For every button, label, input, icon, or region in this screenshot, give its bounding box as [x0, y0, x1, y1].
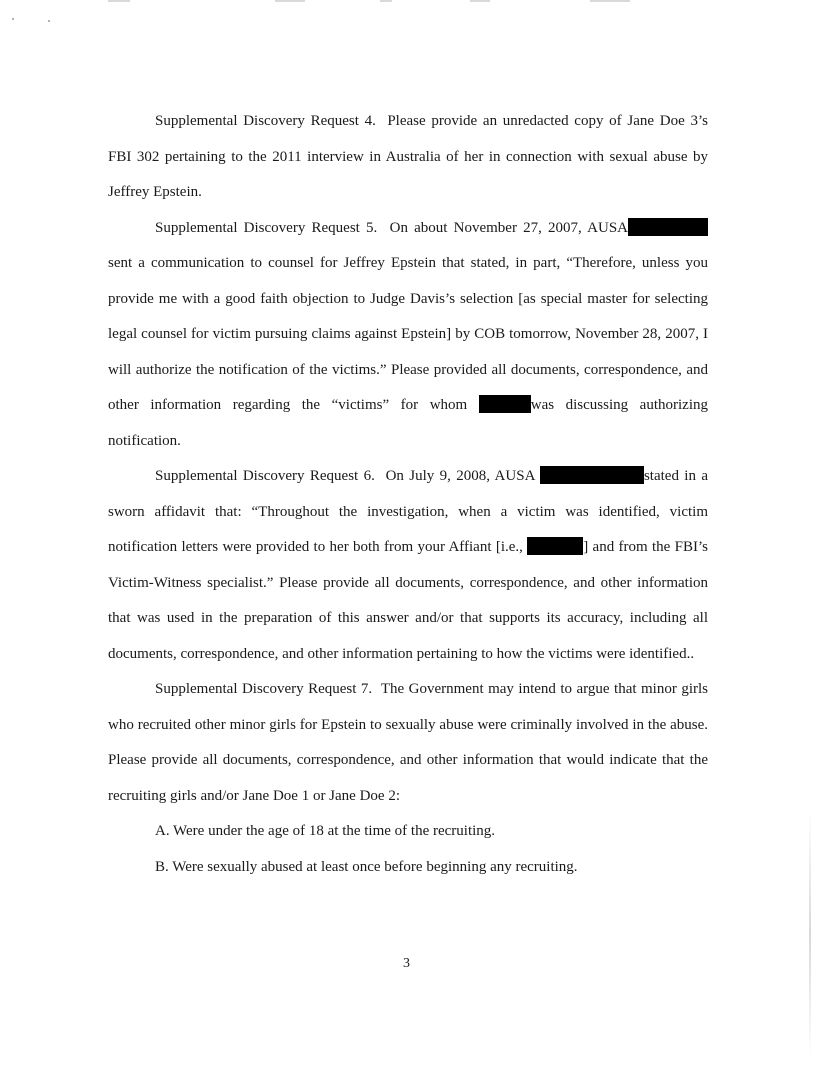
redaction-block: [628, 218, 708, 236]
scan-dot: [48, 20, 50, 22]
redaction-block: [540, 466, 644, 484]
scan-mark: [590, 0, 630, 2]
request-6-text-2: stated in a sworn affidavit that: “Throughout the investigation, when a victim was identified, victim notification letters were provided to her both from your Affiant [i.e.,: [108, 468, 709, 555]
redaction-block: [479, 395, 531, 413]
request-5-label: Supplemental Discovery Request 5.: [155, 219, 378, 236]
request-4-paragraph: [108, 104, 708, 211]
request-5-paragraph: [108, 211, 708, 460]
request-7-text: The Government may intend to argue that minor girls who recruited other minor girls for Epstein to sexually abuse were criminally involved in the abuse. Please provide all documents, correspondence, and other information that would indicate that the recruiting girls and/or Jane Doe 1 or Jane Doe 2:: [108, 681, 708, 804]
document-body: [108, 104, 708, 885]
scan-dot: [12, 18, 14, 20]
list-item-b: B. Were sexually abused at least once before beginning any recruiting.: [155, 858, 578, 875]
page-number: 3: [403, 956, 410, 971]
request-6-label: Supplemental Discovery Request 6.: [155, 468, 375, 484]
request-4-text: Please provide an unredacted copy of Jane Doe 3’s FBI 302 pertaining to the 2011 interview in Australia of her in connection with sexual abuse by Jeffrey Epstein.: [108, 113, 708, 200]
scan-artifacts: [0, 0, 813, 8]
request-5-text-3: was discussing authorizing notification.: [108, 397, 708, 449]
scan-mark: [380, 0, 392, 2]
scan-edge-shadow: [809, 810, 811, 1060]
redaction-block: [527, 537, 583, 555]
request-4-label: Supplemental Discovery Request 4.: [155, 113, 376, 129]
request-6-text-3: ] and from the FBI’s Victim-Witness specialist.” Please provide all documents, correspondence, and other information that was used in the preparation of this answer and/or that supports its accuracy, including all documents, correspondence, and other information pertaining to how the victims were identified..: [108, 539, 709, 662]
scan-mark: [470, 0, 490, 2]
list-item-a: A. Were under the age of 18 at the time of the recruiting.: [155, 823, 496, 839]
request-7-label: Supplemental Discovery Request 7.: [155, 681, 373, 697]
scan-mark: [108, 0, 130, 2]
request-7-paragraph: [108, 672, 708, 814]
scan-mark: [275, 0, 305, 2]
request-6-paragraph: [108, 459, 708, 672]
request-5-text-2: sent a communication to counsel for Jeffrey Epstein that stated, in part, “Therefore, unless you provide me with a good faith objection to Judge Davis’s selection [as special master for selecting legal counsel for victim pursuing claims against Epstein] by COB tomorrow, November 28, 2007, I will authorize the notification of the victims.” Please provided all documents, correspondence, and other information regarding the “victims” for whom: [108, 255, 708, 413]
request-5-text-1: On about November 27, 2007, AUSA: [389, 219, 628, 236]
request-6-text-1: On July 9, 2008, AUSA: [385, 468, 535, 484]
